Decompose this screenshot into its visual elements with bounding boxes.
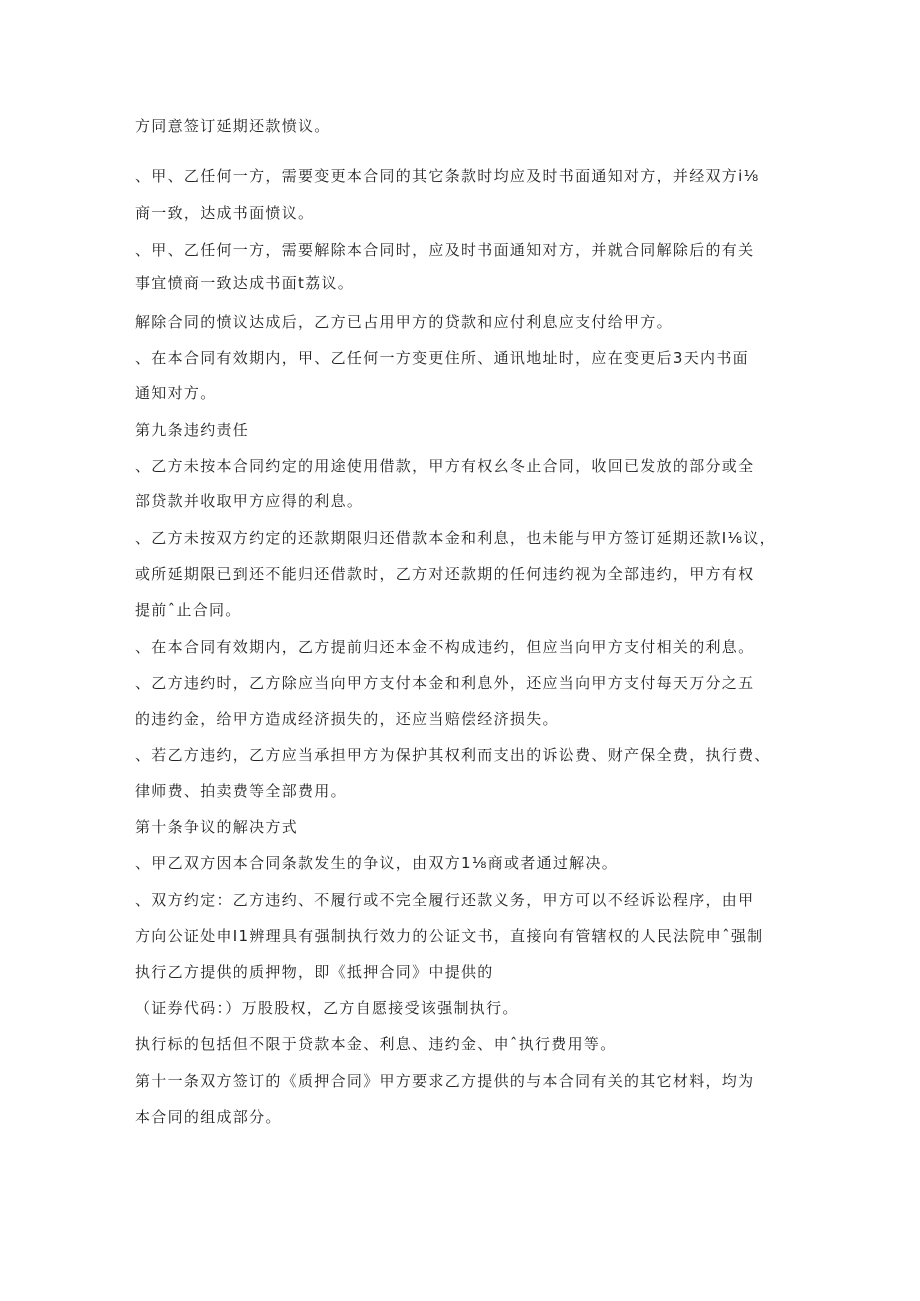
text-line: 解除合同的愤议达成后，乙方已占用甲方的贷款和应付利息应支付给甲方。 <box>135 313 673 331</box>
text-line: 执行标的包括但不限于贷款本金、利息、违约金、申ˆ执行费用等。 <box>135 1035 617 1053</box>
text-line: 、在本合同有效期内，乙方提前归还本金不构成违约，但应当向甲方支付相关的利息。 <box>135 638 755 656</box>
text-line: 执行乙方提供的质押物，即《抵押合同》中提供的 <box>135 963 494 981</box>
text-line: 方同意签订延期还款愤议。 <box>135 117 331 135</box>
section-heading: 第十条争议的解决方式 <box>135 818 299 836</box>
text-line: 第十一条双方签订的《质押合同》甲方要求乙方提供的与本合同有关的其它材料，均为 <box>135 1072 755 1090</box>
text-line: 、甲、乙任何一方，需要变更本合同的其它条款时均应及时书面通知对方，并经双方i⅛ <box>135 167 760 185</box>
text-line: 、双方约定：乙方违约、不履行或不完全履行还款义务，甲方可以不经诉讼程序，由甲 <box>135 891 755 909</box>
text-line: 、在本合同有效期内，甲、乙任何一方变更住所、通讯地址时，应在变更后3天内书面 <box>135 349 749 367</box>
text-line: 或所延期限已到还不能归还借款时，乙方对还款期的任何违约视为全部违约，甲方有权 <box>135 565 755 583</box>
text-line: 商一致，达成书面愤议。 <box>135 204 315 222</box>
text-line: 、若乙方违约，乙方应当承担甲方为保护其权利而支出的诉讼费、财产保全费，执行费、 <box>135 746 771 764</box>
text-line: 的违约金，给甲方造成经济损失的，还应当赔偿经济损失。 <box>135 710 559 728</box>
text-line: 、甲乙双方因本合同条款发生的争议，由双方1⅛商或者通过解决。 <box>135 854 619 872</box>
text-line: 、乙方未按本合同约定的用途使用借款，甲方有权幺冬止合同，收回已发放的部分或全 <box>135 457 755 475</box>
section-heading: 第九条违约责任 <box>135 421 250 439</box>
text-line: 本合同的组成部分。 <box>135 1108 282 1126</box>
text-line: 、甲、乙任何一方，需要解除本合同时，应及时书面通知对方，并就合同解除后的有关 <box>135 241 755 259</box>
text-line: 部贷款并收取甲方应得的利息。 <box>135 492 364 510</box>
text-line: 、乙方未按双方约定的还款期限归还借款本金和利息，也未能与甲方签订延期还款I⅛议， <box>135 529 776 547</box>
text-line: 提前ˆ止合同。 <box>135 601 242 619</box>
text-line: 、乙方违约时，乙方除应当向甲方支付本金和利息外，还应当向甲方支付每天万分之五 <box>135 674 755 692</box>
text-line: 事宜愤商一致达成书面t荔议。 <box>135 274 355 292</box>
text-line: 律师费、拍卖费等全部费用。 <box>135 782 347 800</box>
text-line: （证券代码：）万股股权，乙方自愿接受该强制执行。 <box>135 999 519 1017</box>
text-line: 通知对方。 <box>135 384 217 402</box>
text-line: 方向公证处申I1辨理具有强制执行效力的公证文书，直接向有管辖权的人民法院申ˆ强制 <box>135 927 764 945</box>
